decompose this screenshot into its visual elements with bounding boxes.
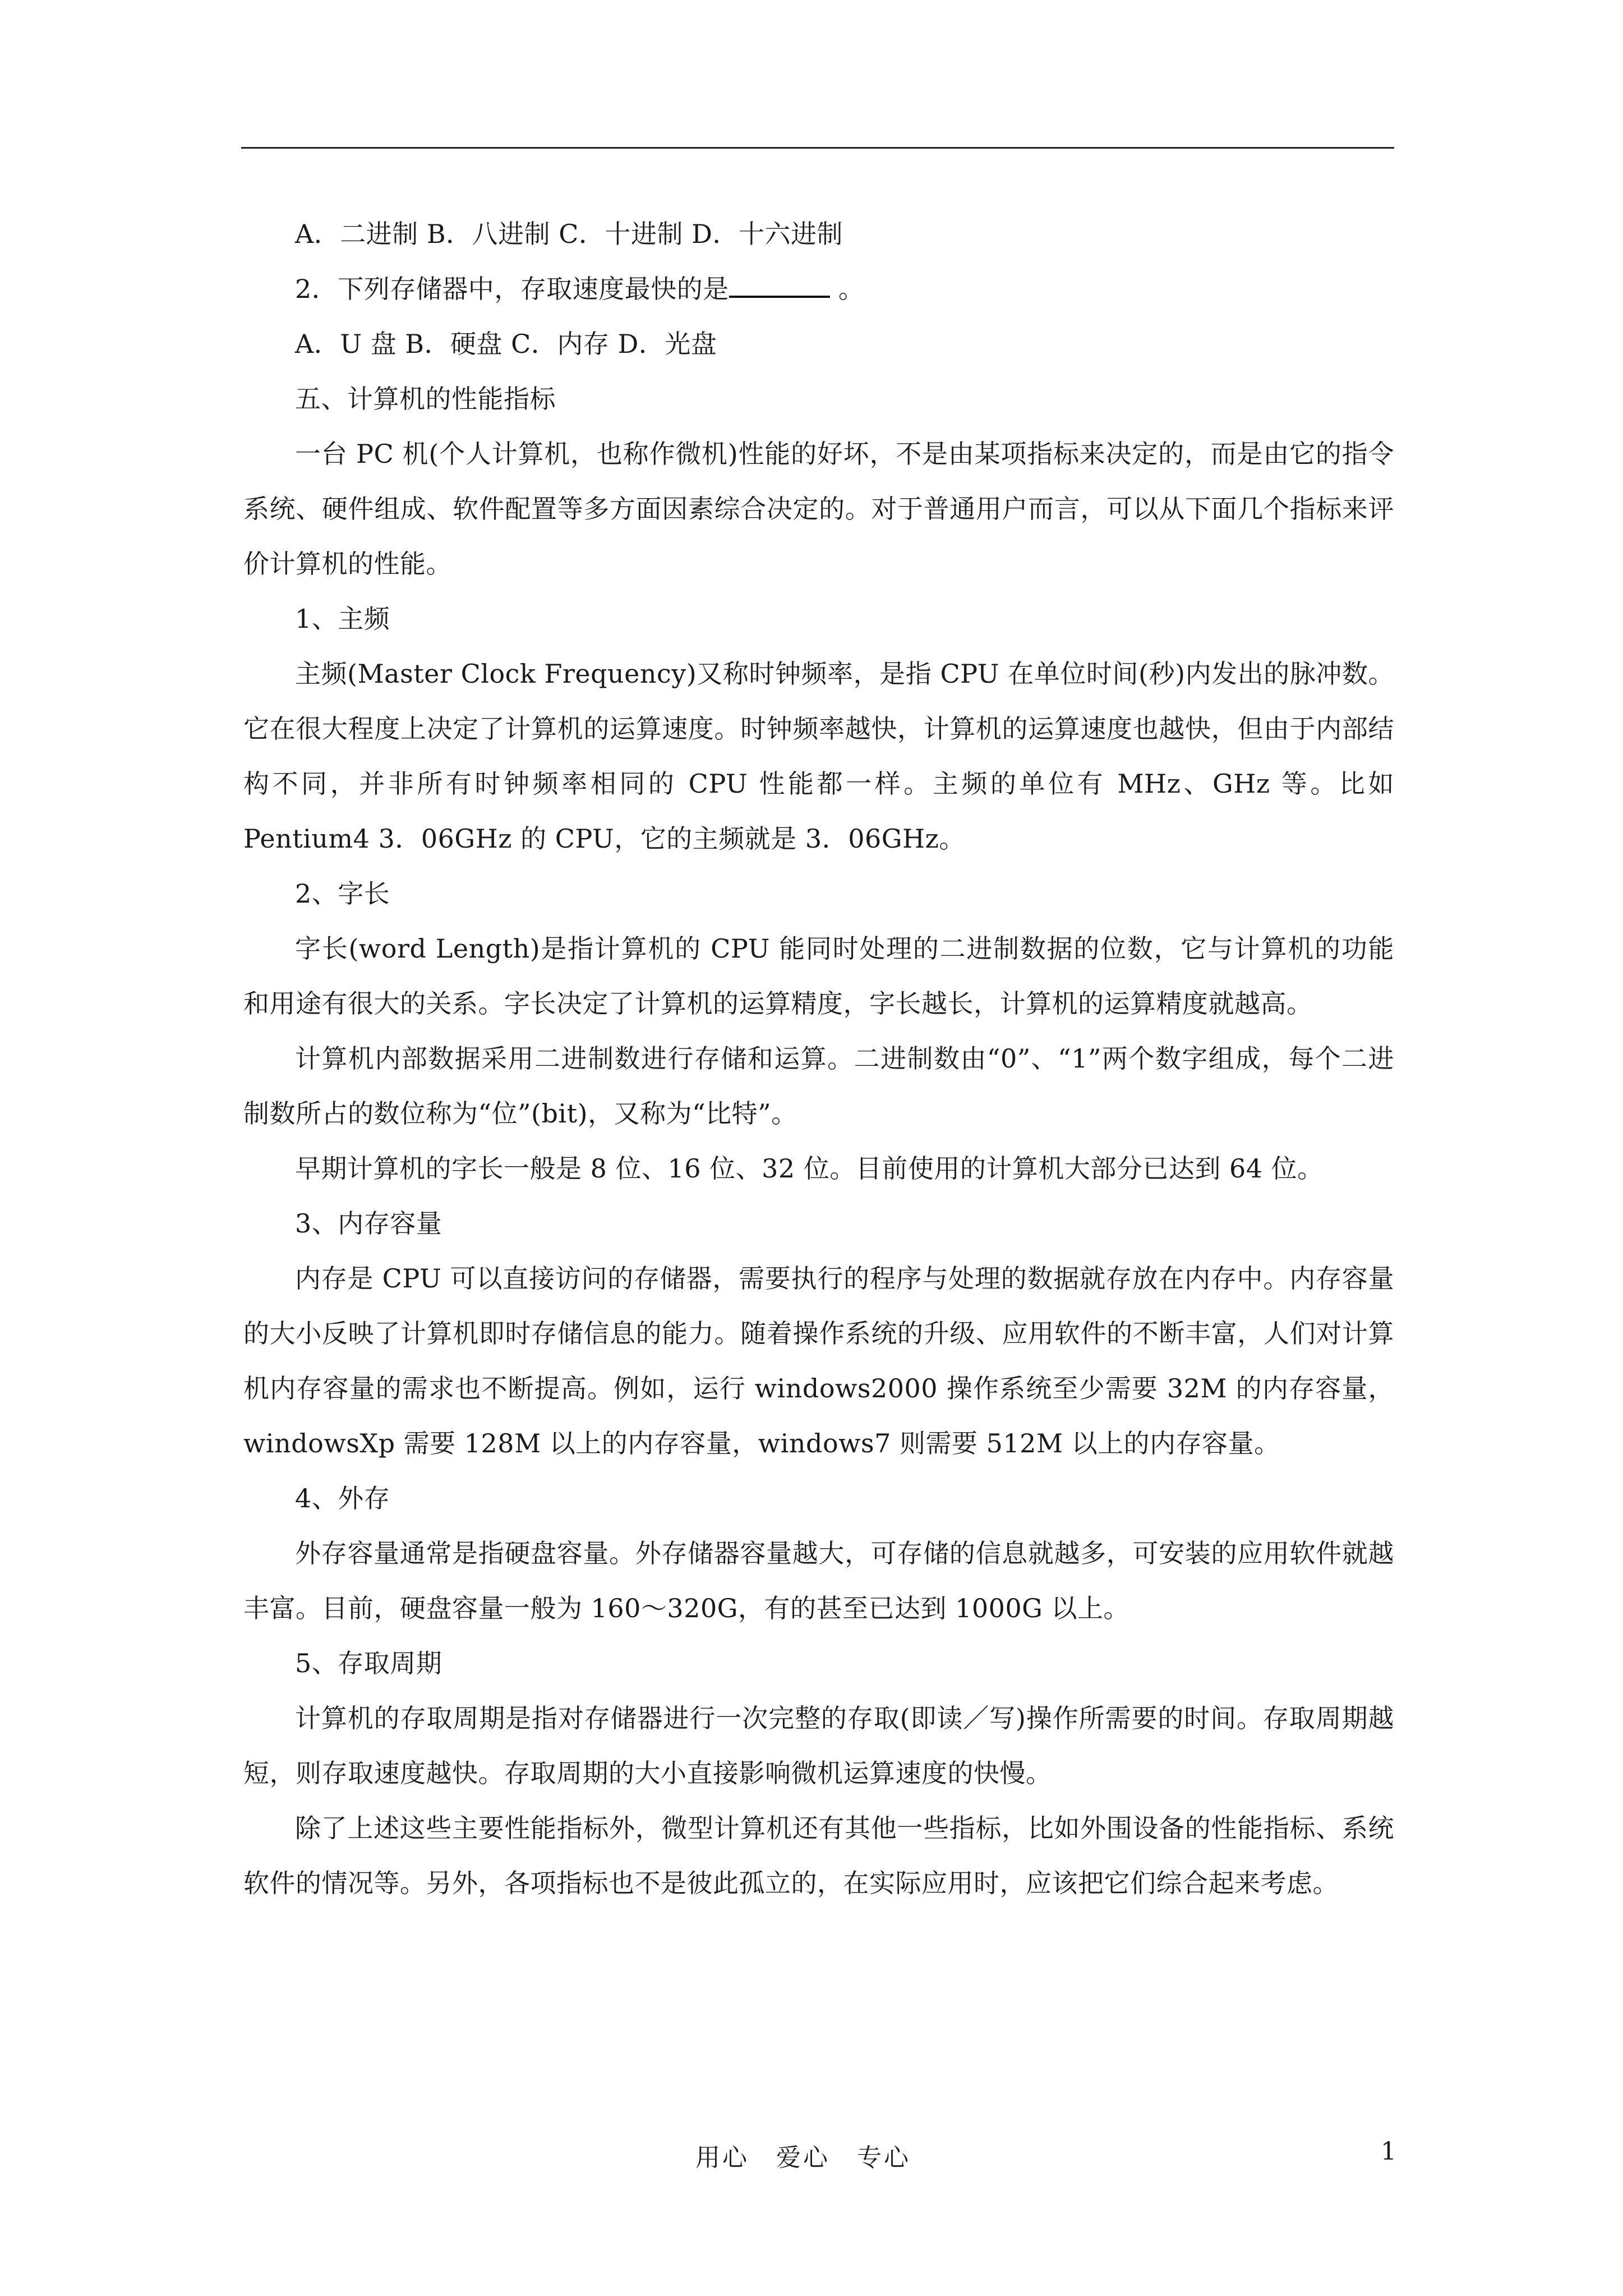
question1-options: A．二进制 B．八进制 C．十进制 D．十六进制 <box>295 219 843 249</box>
subheading-access-cycle: 5、存取周期 <box>295 1648 442 1678</box>
word-length-history-paragraph: 早期计算机的字长一般是 8 位、16 位、32 位。目前使用的计算机大部分已达到 64 位。 <box>295 1153 1324 1184</box>
header-rule <box>241 147 1394 149</box>
question2-options: A．U 盘 B．硬盘 C．内存 D．光盘 <box>295 329 717 359</box>
word-length-paragraph: 字长(word Length)是指计算机的 CPU 能同时处理的二进制数据的位数，它与计算机的功能和用途有很大的关系。字长决定了计算机的运算精度，字长越长，计算机的运算精度就越高。 <box>243 933 1394 1019</box>
answer-blank <box>729 273 830 298</box>
footer-motto: 用心 爱心 专心 <box>695 2143 911 2172</box>
subheading-memory: 3、内存容量 <box>295 1208 442 1239</box>
external-storage-paragraph: 外存容量通常是指硬盘容量。外存储器容量越大，可存储的信息就越多，可安装的应用软件就越丰富。目前，硬盘容量一般为 160～320G，有的甚至已达到 1000G 以上。 <box>243 1538 1394 1623</box>
page-number: 1 <box>1381 2137 1396 2166</box>
section-heading: 五、计算机的性能指标 <box>295 384 556 414</box>
question2-text: 2．下列存储器中，存取速度最快的是 <box>295 274 729 304</box>
summary-paragraph: 除了上述这些主要性能指标外，微型计算机还有其他一些指标，比如外围设备的性能指标、系统软件的情况等。另外，各项指标也不是彼此孤立的，在实际应用时，应该把它们综合起来考虑。 <box>243 1813 1394 1898</box>
subheading-external-storage: 4、外存 <box>295 1483 390 1513</box>
question2-end: 。 <box>829 274 865 304</box>
frequency-paragraph: 主频(Master Clock Frequency)又称时钟频率，是指 CPU 在单位时间(秒)内发出的脉冲数。它在很大程度上决定了计算机的运算速度。时钟频率越快，计算机的运算速度也越快，但由于内部结构不同，并非所有时钟频率相同的 CPU 性能都一样。主频的单位有 MHz、GHz 等。比如 Pentium4 3．06GHz 的 CPU，它的主频就是 3．06GHz。 <box>243 659 1394 854</box>
subheading-word-length: 2、字长 <box>295 878 390 909</box>
access-cycle-paragraph: 计算机的存取周期是指对存储器进行一次完整的存取(即读／写)操作所需要的时间。存取周期越短，则存取速度越快。存取周期的大小直接影响微机运算速度的快慢。 <box>243 1703 1394 1788</box>
binary-paragraph: 计算机内部数据采用二进制数进行存储和运算。二进制数由“0”、“1”两个数字组成，每个二进制数所占的数位称为“位”(bit)，又称为“比特”。 <box>243 1043 1394 1129</box>
memory-paragraph: 内存是 CPU 可以直接访问的存储器，需要执行的程序与处理的数据就存放在内存中。内存容量的大小反映了计算机即时存储信息的能力。随着操作系统的升级、应用软件的不断丰富，人们对计算机内存容量的需求也不断提高。例如，运行 windows2000 操作系统至少需要 32M 的内存容量，windowsXp 需要 128M 以上的内存容量，windows7 则需要 512M 以上的内存容量。 <box>243 1263 1394 1458</box>
intro-paragraph: 一台 PC 机(个人计算机，也称作微机)性能的好坏，不是由某项指标来决定的，而是由它的指令系统、硬件组成、软件配置等多方面因素综合决定的。对于普通用户而言，可以从下面几个指标来评价计算机的性能。 <box>243 439 1394 579</box>
question2-stem <box>243 261 1394 316</box>
subheading-frequency: 1、主频 <box>295 604 390 634</box>
document-body <box>243 206 1394 1911</box>
